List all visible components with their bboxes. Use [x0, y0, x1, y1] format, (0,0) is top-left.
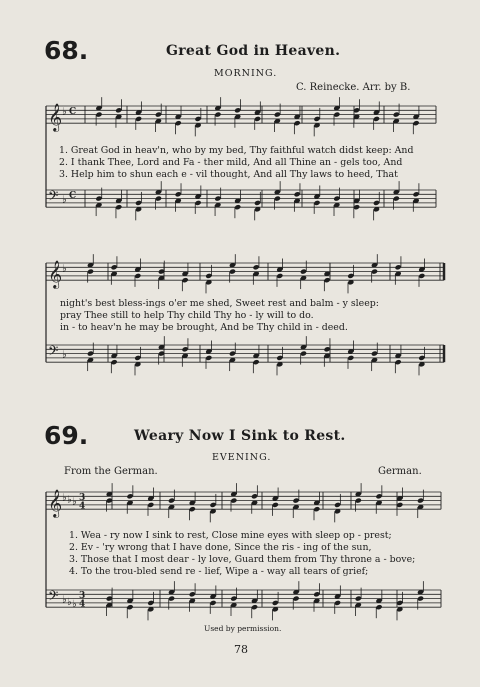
bass-clef: 𝄢: [48, 342, 59, 362]
lyric-line: 3. Those that I most dear - ly love, Guard them from Thy throne a - bove;: [69, 554, 416, 565]
hymn-title: Great God in Heaven.: [166, 43, 341, 59]
lyric-line: 4. To the trou-bled send re - lief, Wipe a - way all tears of grief;: [69, 566, 369, 577]
tune-name: EVENING.: [212, 452, 272, 463]
flat-sign: ♭: [62, 594, 67, 606]
treble-clef: 𝄞: [48, 260, 63, 289]
flat-sign: ♭: [62, 492, 67, 504]
time-signature: 4: [79, 599, 86, 610]
bass-clef: 𝄢: [48, 587, 59, 607]
time-signature: C: [69, 191, 77, 202]
time-signature: 3: [79, 591, 86, 602]
composer-credit: C. Reinecke. Arr. by B.: [296, 82, 411, 93]
hymn-number: 69.: [44, 421, 89, 450]
flat-sign: ♭: [72, 598, 77, 610]
flat-sign: ♭: [62, 349, 67, 361]
flat-sign: ♭: [67, 596, 72, 608]
bass-clef: 𝄢: [48, 187, 59, 207]
lyric-line: 2. Ev - 'ry wrong that I have done, Since the ris - ing of the sun,: [69, 542, 372, 553]
hymn-title: Weary Now I Sink to Rest.: [134, 428, 346, 444]
tune-name: MORNING.: [214, 68, 278, 79]
hymn-number: 68.: [44, 36, 89, 65]
time-signature: 3: [79, 493, 86, 504]
flat-sign: ♭: [67, 494, 72, 506]
lyric-line: in - to heav'n he may be brought, And be Thy child in - deed.: [60, 322, 348, 333]
composer-credit: German.: [378, 466, 422, 477]
lyric-line: 2. I thank Thee, Lord and Fa - ther mild, And all Thine an - gels too, And: [59, 157, 403, 168]
lyric-line: pray Thee still to help Thy child Thy ho - ly will to do.: [60, 310, 314, 321]
flat-sign: ♭: [62, 263, 67, 275]
time-signature: C: [69, 107, 77, 118]
lyric-line: 1. Great God in heav'n, who by my bed, Thy faithful watch didst keep: And: [59, 145, 414, 156]
page-number: 78: [234, 643, 248, 656]
permission-note: Used by permission.: [204, 624, 282, 633]
flat-sign: ♭: [62, 106, 67, 118]
lyric-line: night's best bless-ings o'er me shed, Sweet rest and balm - y sleep:: [60, 298, 379, 309]
flat-sign: ♭: [62, 194, 67, 206]
lyric-line: 1. Wea - ry now I sink to rest, Close mine eyes with sleep op - prest;: [69, 530, 392, 541]
source-credit: From the German.: [64, 466, 158, 477]
flat-sign: ♭: [72, 496, 77, 508]
treble-clef: 𝄞: [48, 103, 63, 132]
treble-clef: 𝄞: [48, 489, 63, 518]
time-signature: 4: [79, 501, 86, 512]
lyric-line: 3. Help him to shun each e - vil thought, And all Thy laws to heed, That: [59, 169, 398, 180]
